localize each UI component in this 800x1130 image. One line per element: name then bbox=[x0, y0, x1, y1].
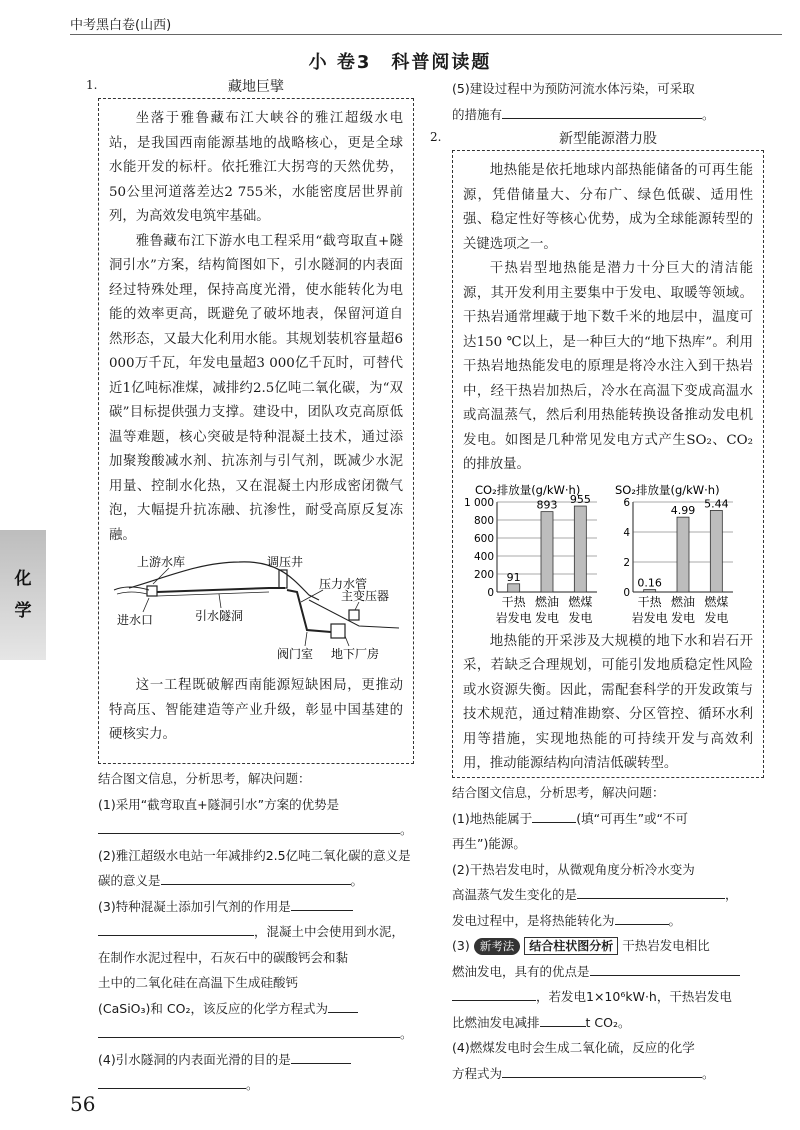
label-tunnel: 引水隧洞 bbox=[195, 609, 244, 623]
bar bbox=[677, 517, 689, 592]
hydro-structure-diagram bbox=[109, 550, 405, 670]
answer-blank[interactable] bbox=[98, 1023, 400, 1038]
chart-so2-title: SO₂排放量(g/kW·h) bbox=[615, 482, 720, 497]
subquestion-2-text: 高温蒸气发生变化的是 bbox=[452, 887, 578, 902]
passage-paragraph: 地热能的开采涉及大规模的地下水和岩石开采，若缺乏合理规划，可能引发地质稳定性风险或水资源失衡。因此，需配套科学的开发政策与技术规范，通过精准勘察、分区管控、循环水利用等措施，实现地热能的可持续开发与高效利用，推动能源结构向清洁低碳转型。 bbox=[463, 633, 753, 771]
subquestion-3: (3) bbox=[452, 938, 470, 953]
passage-paragraph: 坐落于雅鲁藏布江大峡谷的雅江超级水电站，是我国西南能源基地的战略核心，更是全球水能开发的标杆。依托雅江大拐弯的天然优势，50公里河道落差达2 755米，水能密度居世界前列，为高效发电筑牢基础。 bbox=[109, 111, 403, 224]
passage-paragraph: 这一工程既破解西南能源短缺困局，更推动特高压、智能建造等产业升级，彰显中国基建的硬核实力。 bbox=[109, 678, 403, 742]
bar bbox=[574, 506, 586, 592]
question-2-title: 新型能源潜力股 bbox=[559, 131, 657, 147]
passage-paragraph: 雅鲁藏布江下游水电工程采用“截弯取直+隧洞引水”方案，结构简图如下，引水隧洞的内表面经过特殊处理，保持高度光滑，使水能转化为电能的效率更高，既避免了破坏地表，保留河道自然形态，又最大化利用水能。其规划装机容量超6 000万千瓦，年发电量超3 000亿千瓦时，可替代近1亿吨标准煤，减排约2.5亿吨二氧化碳，为“双碳”目标提供强力支撑。建设中，团队攻克高原低温等难题，核心突破是特种混凝土技术，通过添加聚羧酸减水剂、抗冻剂与引气剂，既减少水泥用量、控制水化热，又在混凝土内形成密闭微气泡，大幅提升抗冻融、抗渗性，耐受高原反复冻融。 bbox=[109, 233, 403, 543]
y-tick-label: 400 bbox=[473, 550, 494, 563]
penstock-line bbox=[287, 590, 331, 632]
subquestion-3-text: t CO₂。 bbox=[585, 1014, 631, 1030]
y-tick-label: 2 bbox=[623, 556, 630, 569]
question-1-number: 1. bbox=[86, 78, 98, 92]
label-surge-well: 调压井 bbox=[267, 555, 304, 569]
subquestion-3-text: 在制作水泥过程中，石灰石中的碳酸钙会和黏 bbox=[98, 949, 349, 965]
question-2-passage bbox=[452, 150, 764, 778]
subquestion-5: (5)建设过程中为预防河流水体污染，可采取 bbox=[452, 81, 695, 96]
bar bbox=[541, 511, 553, 591]
category-label: 发电 bbox=[704, 610, 729, 625]
answer-blank[interactable] bbox=[452, 986, 536, 1001]
subquestion-3-text: 干热岩发电相比 bbox=[622, 938, 710, 953]
subquestion-2-text: 发电过程中，是将热能转化为 bbox=[452, 912, 615, 928]
answer-blank[interactable] bbox=[540, 1012, 586, 1027]
category-label: 发电 bbox=[534, 610, 560, 625]
y-tick-label: 1 000 bbox=[463, 496, 494, 509]
answer-blank[interactable] bbox=[502, 104, 702, 119]
chart-so2 bbox=[623, 497, 733, 625]
subquestion-1: (1)采用“截弯取直+隧洞引水”方案的优势是 bbox=[98, 796, 340, 812]
subquestion-3-text: 燃油发电，具有的优点是 bbox=[452, 963, 590, 979]
subquestion-1-text: 再生”)能源。 bbox=[452, 836, 526, 851]
side-char: 化 bbox=[14, 569, 32, 589]
subquestion-4: (4)引水隧洞的内表面光滑的目的是 bbox=[98, 1051, 291, 1067]
answer-blank[interactable] bbox=[98, 1074, 246, 1089]
tunnel-line bbox=[157, 588, 285, 592]
side-char: 学 bbox=[14, 601, 32, 621]
label-transformer: 主变压器 bbox=[341, 589, 390, 603]
subquestion-intro: 结合图文信息，分析思考，解决问题： bbox=[98, 771, 311, 786]
new-method-tag: 新考法 bbox=[474, 938, 521, 955]
subquestion-3-text: 比燃油发电减排 bbox=[452, 1014, 540, 1030]
underground-plant bbox=[331, 624, 345, 638]
surge-well bbox=[279, 570, 287, 588]
subquestion-3-text: ，若发电1×10⁶kW·h，干热岩发电 bbox=[536, 989, 732, 1004]
y-tick-label: 4 bbox=[623, 526, 630, 539]
answer-blank[interactable] bbox=[590, 961, 740, 976]
leader-line bbox=[305, 632, 307, 646]
question-2-subquestions: 结合图文信息，分析思考，解决问题： (1)地热能属于 (填“可再生”或“不可 再生”)能源。 (2)干热岩发电时，从微观角度分析冷水变为 高温蒸气发生变化的是 ， 发电过程中，是将热能转化为 。 (3) 新考法 结合柱状图分析 干热岩发电相比 燃油发电，具有的优点是 ，若发电1×10⁶kW·h，干热岩发电 比燃油发电减排 t CO₂。 (4)燃煤发电时会生成二氧化硫，反应的化学 方程式为 。 bbox=[452, 780, 764, 1086]
y-tick-label: 0 bbox=[623, 586, 630, 599]
y-tick-label: 600 bbox=[473, 532, 494, 545]
subquestion-2: (2)雅江超级水电站一年减排约2.5亿吨二氧化碳的意义是 bbox=[98, 847, 411, 863]
category-label: 燃煤 bbox=[704, 594, 729, 609]
category-label: 岩发电 bbox=[495, 610, 532, 625]
answer-blank[interactable] bbox=[98, 921, 254, 936]
passage-paragraph: 干热岩型地热能是潜力十分巨大的清洁能源，其开发利用主要集中于发电、取暖等领域。干热岩通常埋藏于地下数千米的地层中，温度可达150 ℃以上，是一种巨大的“地下热库”。利用干热岩地热能发电的原理是将冷水注入到干热岩中，经干热岩加热后，冷水在高温下变成高温水或高温蒸气，然后利用热能转换设备推动发电机发电。如图是几种常见发电方式产生SO₂、CO₂的排放量。 bbox=[463, 261, 753, 472]
subject-side-tab bbox=[0, 530, 46, 660]
question-1-title: 藏地巨擘 bbox=[228, 79, 284, 95]
bar-value-label: 5.44 bbox=[704, 496, 729, 510]
subquestion-5-text: 的措施有 bbox=[452, 106, 503, 122]
category-label: 发电 bbox=[568, 610, 593, 625]
transformer-box bbox=[349, 610, 359, 620]
hillside-line bbox=[309, 600, 399, 628]
leader-line bbox=[301, 590, 323, 602]
answer-blank[interactable] bbox=[98, 819, 400, 834]
y-tick-label: 200 bbox=[473, 568, 494, 581]
leader-line bbox=[345, 636, 349, 646]
header-source: 中考黑白卷(山西) bbox=[70, 18, 172, 33]
reservoir-wave bbox=[117, 592, 147, 594]
category-label: 燃油 bbox=[670, 594, 696, 609]
category-label: 发电 bbox=[670, 610, 696, 625]
subquestion-4: (4)燃煤发电时会生成二氧化硫，反应的化学 bbox=[452, 1040, 695, 1055]
question-1-passage bbox=[98, 98, 414, 764]
bar-value-label: 0.16 bbox=[637, 576, 662, 590]
category-label: 岩发电 bbox=[631, 610, 668, 625]
page-number: 56 bbox=[70, 1092, 96, 1116]
bar-value-label: 91 bbox=[506, 570, 521, 584]
subquestion-3: (3)特种混凝土添加引气剂的作用是 bbox=[98, 898, 291, 914]
bar bbox=[710, 510, 722, 592]
y-tick-label: 800 bbox=[473, 514, 494, 527]
subquestion-3-text: 土中的二氧化硅在高温下生成硅酸钙 bbox=[98, 975, 299, 990]
reservoir-water-surface bbox=[114, 587, 149, 590]
category-label: 燃油 bbox=[534, 594, 560, 609]
subquestion-1-text: (填“可再生”或“不可 bbox=[576, 810, 689, 826]
category-label: 燃煤 bbox=[568, 594, 593, 609]
label-inlet: 进水口 bbox=[117, 613, 154, 627]
question-2-number: 2. bbox=[430, 130, 442, 144]
subquestion-intro: 结合图文信息，分析思考，解决问题： bbox=[452, 785, 665, 800]
chart-co2-title: CO₂排放量(g/kW·h) bbox=[475, 482, 581, 497]
emission-bar-charts bbox=[463, 480, 755, 630]
passage-paragraph: 地热能是依托地球内部热能储备的可再生能源，凭借储量大、分布广、绿色低碳、适用性强、稳定性好等核心优势，成为全球能源转型的关键选项之一。 bbox=[463, 163, 753, 252]
answer-blank[interactable] bbox=[615, 910, 669, 925]
header-divider bbox=[70, 34, 782, 35]
bar bbox=[644, 589, 656, 591]
leader-line bbox=[355, 602, 359, 610]
bar-value-label: 955 bbox=[569, 492, 591, 506]
subquestion-2: (2)干热岩发电时，从微观角度分析冷水变为 bbox=[452, 861, 695, 877]
question-1-subquestion-5: (5)建设过程中为预防河流水体污染，可采取 的措施有 。 bbox=[452, 76, 764, 127]
leader-line bbox=[143, 598, 149, 612]
answer-blank[interactable] bbox=[291, 1049, 351, 1064]
subquestion-3-text: ，混凝土中会使用到水泥， bbox=[254, 924, 405, 939]
answer-blank[interactable] bbox=[328, 998, 358, 1013]
bar-value-label: 4.99 bbox=[670, 503, 696, 517]
label-reservoir: 上游水库 bbox=[137, 555, 186, 569]
bar bbox=[508, 583, 520, 591]
subquestion-4-text: 方程式为 bbox=[452, 1065, 503, 1081]
tunnel-line-lower bbox=[157, 592, 269, 596]
answer-blank[interactable] bbox=[291, 896, 353, 911]
label-penstock: 压力水管 bbox=[319, 577, 368, 591]
answer-blank[interactable] bbox=[502, 1063, 702, 1078]
answer-blank[interactable] bbox=[161, 870, 351, 885]
chart-co2 bbox=[464, 493, 597, 625]
category-label: 干热 bbox=[501, 594, 526, 609]
question-1-subquestions: 结合图文信息，分析思考，解决问题： (1)采用“截弯取直+隧洞引水”方案的优势是 。 (2)雅江超级水电站一年减排约2.5亿吨二氧化碳的意义是 碳的意义是 。 (3)特种混凝土添加引气剂的作用是 ，混凝土中会使用到水泥， 在制作水泥过程中，石灰石中的碳酸钙会和黏 土中的二氧化硅在高温下生成硅酸钙 (CaSiO₃)和 CO₂，该反应的化学方程式为 。 (4)引水隧洞的内表面光滑的目的是 。 bbox=[98, 766, 414, 1098]
answer-blank[interactable] bbox=[532, 808, 576, 823]
y-tick-label: 6 bbox=[623, 496, 630, 509]
page-title: 小 卷3 科普阅读题 bbox=[308, 52, 492, 73]
answer-blank[interactable] bbox=[577, 884, 725, 899]
label-underground-plant: 地下厂房 bbox=[331, 647, 380, 661]
inlet-gate bbox=[147, 586, 157, 596]
category-label: 干热 bbox=[637, 594, 662, 609]
label-valve-room: 阀门室 bbox=[277, 647, 314, 661]
leader-line bbox=[219, 594, 221, 608]
bar-chart-analysis-tag: 结合柱状图分析 bbox=[524, 937, 618, 955]
bar-value-label: 893 bbox=[536, 498, 558, 512]
subquestion-3-text: (CaSiO₃)和 CO₂，该反应的化学方程式为 bbox=[98, 1000, 328, 1016]
y-tick-label: 0 bbox=[487, 586, 494, 599]
subquestion-1: (1)地热能属于 bbox=[452, 810, 533, 826]
